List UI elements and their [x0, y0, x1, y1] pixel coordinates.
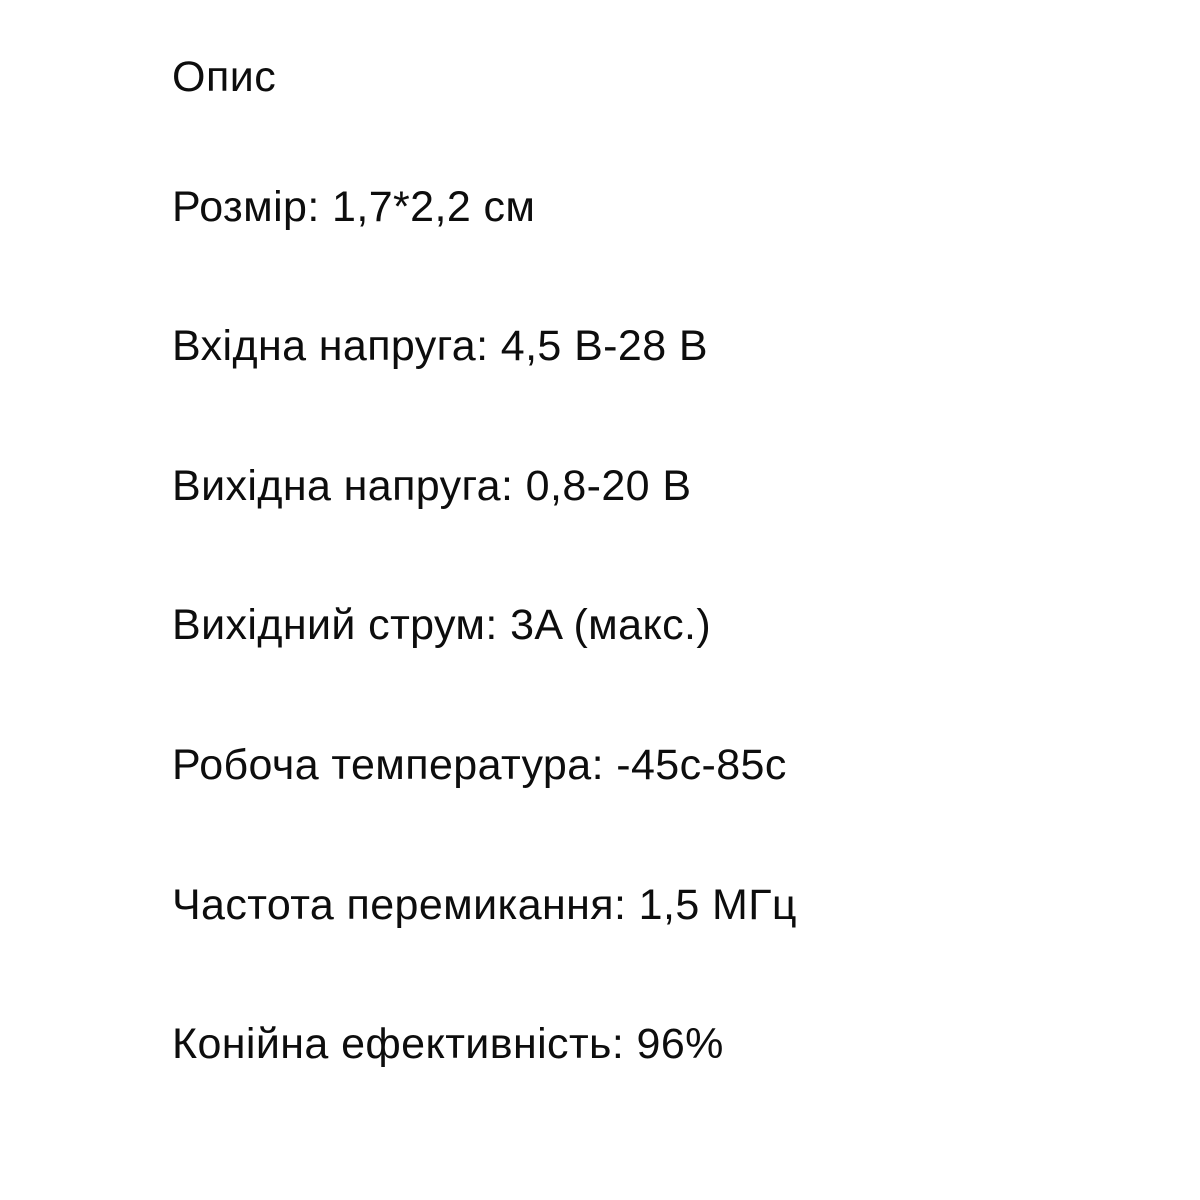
page-title: Опис [172, 53, 277, 101]
list-item: Розмір: 1,7*2,2 см [172, 182, 536, 231]
specification-list [172, 182, 1120, 1071]
list-item: Вхідна напруга: 4,5 В-28 В [172, 322, 708, 371]
list-item: Вихідна напруга: 0,8-20 В [172, 461, 692, 510]
list-item: Робоча температура: -45c-85c [172, 740, 787, 789]
list-item: Конійна ефективність: 96% [172, 1020, 724, 1069]
list-item: Вихідний струм: 3A (макс.) [172, 601, 712, 650]
list-item: Частота перемикання: 1,5 МГц [172, 880, 797, 929]
